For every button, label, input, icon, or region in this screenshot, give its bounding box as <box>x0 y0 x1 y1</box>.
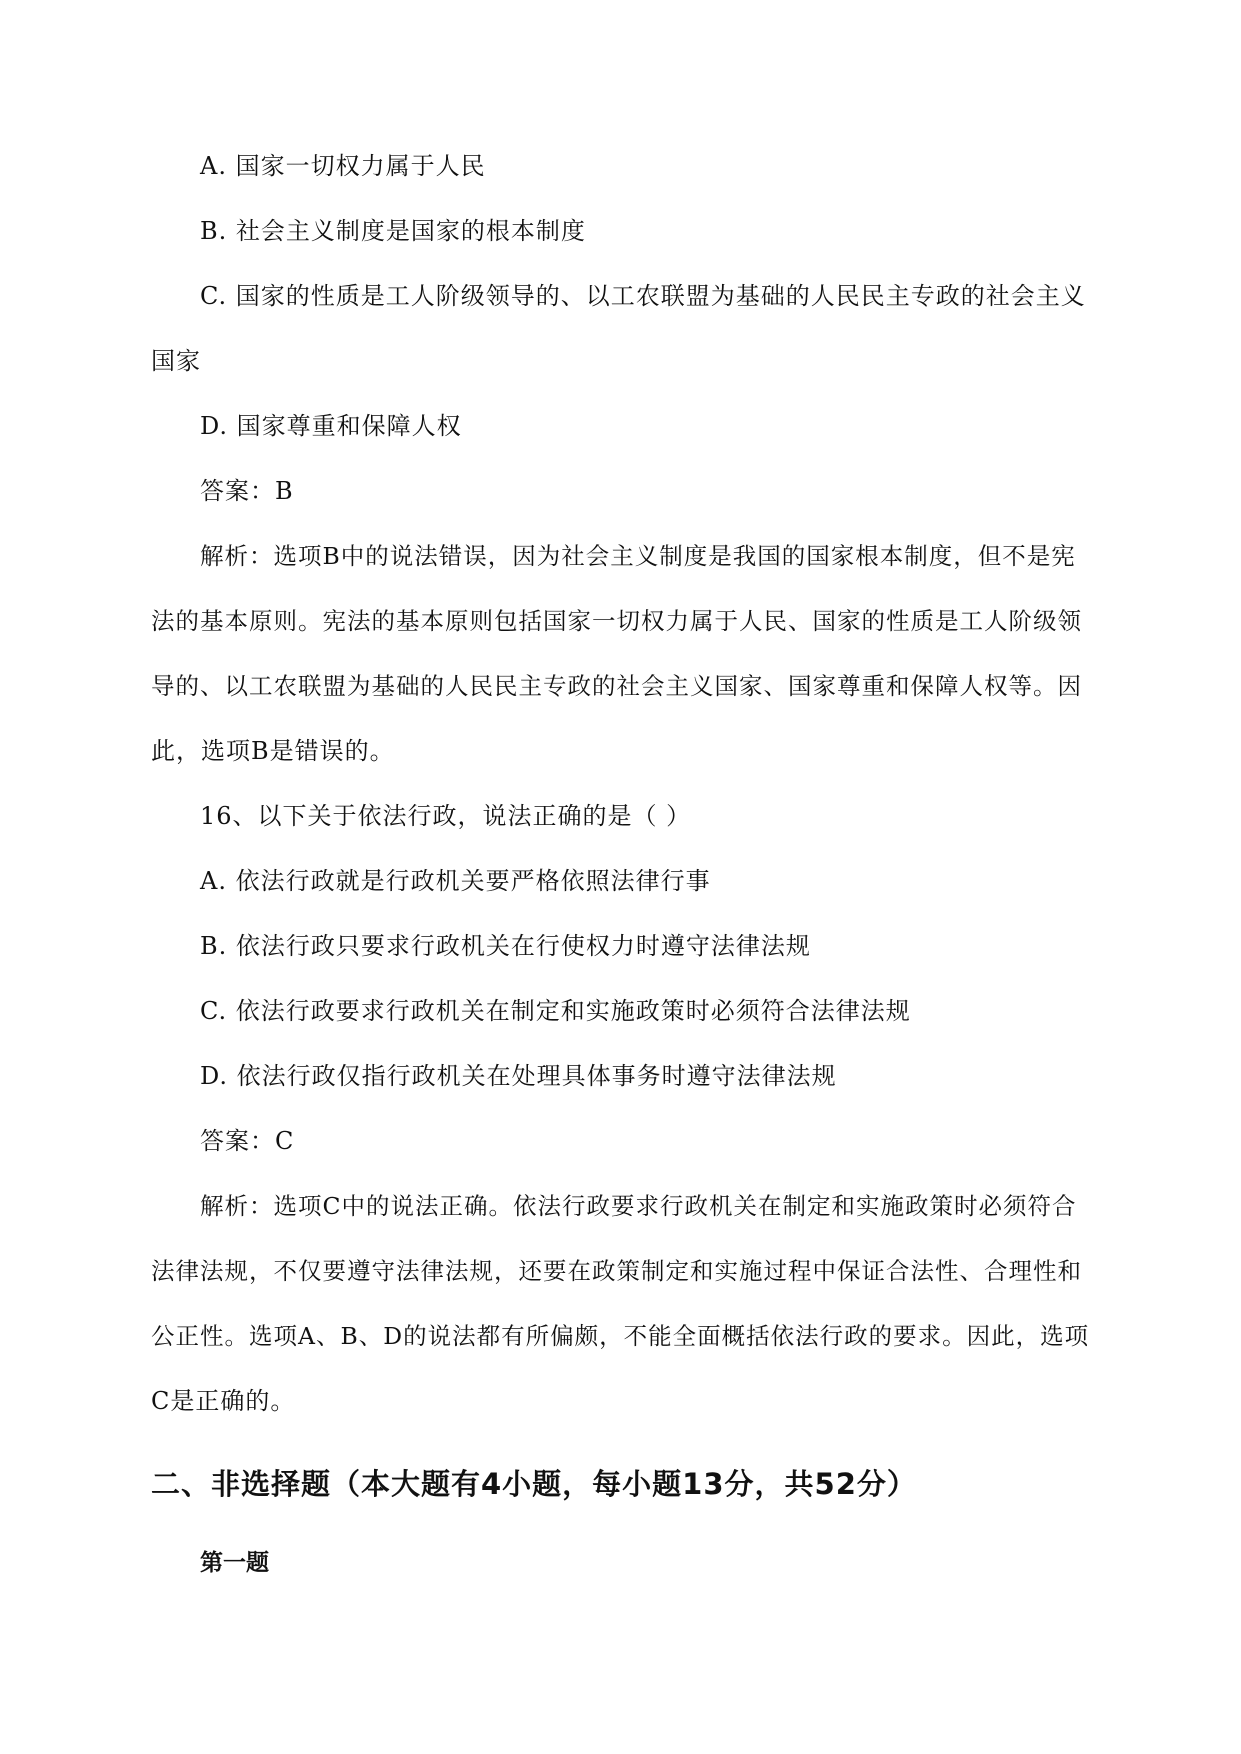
q16-option-c: C. 依法行政要求行政机关在制定和实施政策时必须符合法律法规 <box>200 997 911 1025</box>
q15-analysis-line-4: 此，选项B是错误的。 <box>151 737 395 765</box>
q15-option-b: B. 社会主义制度是国家的根本制度 <box>200 217 586 245</box>
q16-analysis-line-3: 公正性。选项A、B、D的说法都有所偏颇，不能全面概括依法行政的要求。因此，选项 <box>151 1322 1090 1350</box>
q15-option-d: D. 国家尊重和保障人权 <box>200 412 462 440</box>
q15-analysis-line-3: 导的、以工农联盟为基础的人民民主专政的社会主义国家、国家尊重和保障人权等。因 <box>151 672 1082 700</box>
section-heading: 二、非选择题（本大题有4小题，每小题13分，共52分） <box>151 1467 917 1501</box>
q15-option-c: C. 国家的性质是工人阶级领导的、以工农联盟为基础的人民民主专政的社会主义 <box>200 282 1086 310</box>
q16-option-d: D. 依法行政仅指行政机关在处理具体事务时遵守法律法规 <box>200 1062 837 1090</box>
first-question-heading: 第一题 <box>200 1550 269 1576</box>
q16-question: 16、以下关于依法行政，说法正确的是（ ） <box>200 802 692 830</box>
q16-analysis-line-2: 法律法规，不仅要遵守法律法规，还要在政策制定和实施过程中保证合法性、合理性和 <box>151 1257 1082 1285</box>
q15-option-c-continued: 国家 <box>151 347 201 375</box>
q15-option-a: A. 国家一切权力属于人民 <box>200 152 486 180</box>
q15-answer: 答案：B <box>200 477 294 505</box>
q16-analysis-line-1: 解析：选项C中的说法正确。依法行政要求行政机关在制定和实施政策时必须符合 <box>200 1192 1077 1220</box>
q15-analysis-line-1: 解析：选项B中的说法错误，因为社会主义制度是我国的国家根本制度，但不是宪 <box>200 542 1076 570</box>
q16-answer: 答案：C <box>200 1127 295 1155</box>
q16-analysis-line-4: C是正确的。 <box>151 1387 296 1415</box>
q15-analysis-line-2: 法的基本原则。宪法的基本原则包括国家一切权力属于人民、国家的性质是工人阶级领 <box>151 607 1082 635</box>
q16-option-a: A. 依法行政就是行政机关要严格依照法律行事 <box>200 867 711 895</box>
q16-option-b: B. 依法行政只要求行政机关在行使权力时遵守法律法规 <box>200 932 811 960</box>
